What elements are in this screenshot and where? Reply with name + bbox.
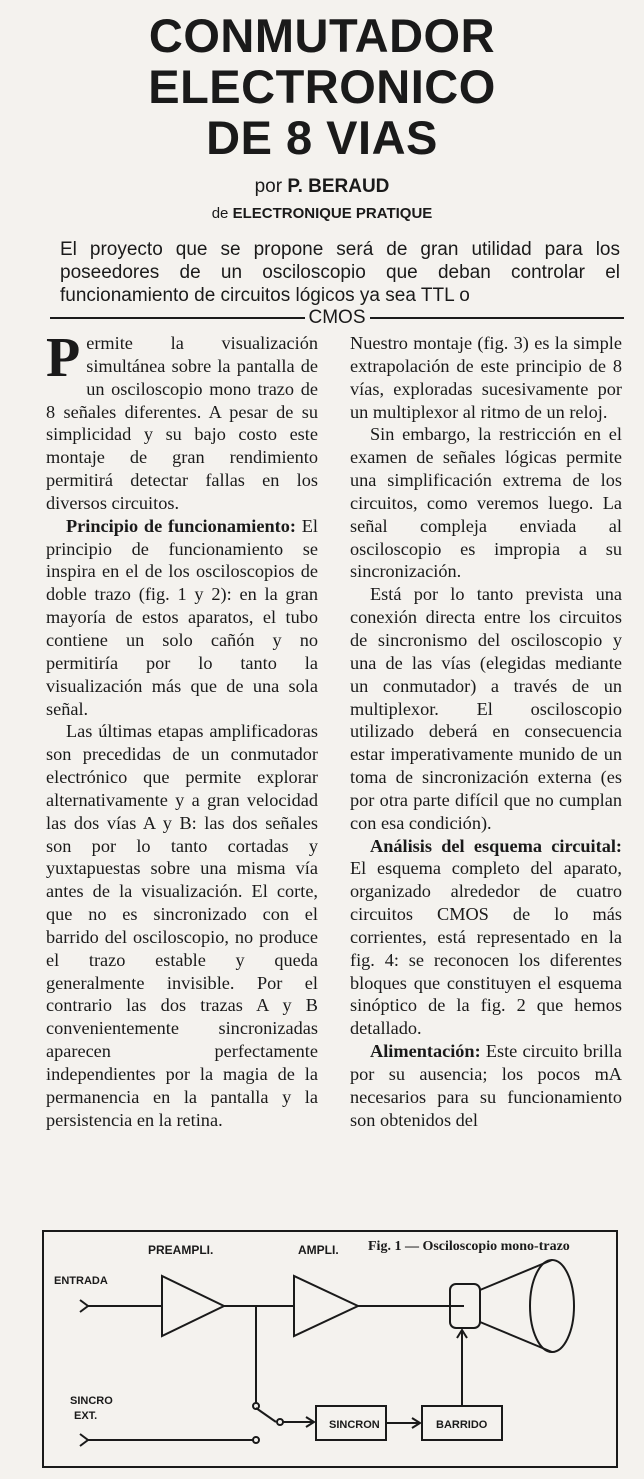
label-ext: EXT. xyxy=(74,1410,98,1422)
left-paragraph-1 xyxy=(46,327,318,515)
source-line xyxy=(0,205,644,222)
section-heading-analisis: Análisis del esquema circuital: xyxy=(370,835,622,856)
left-p1-text: ermite la visualización simultánea sobre la pantalla de un osciloscopio mono trazo de 8 señales diferentes. A pesar de su simplicidad y su bajo costo este montaje de gran rendimiento permitirá detectar fallas en los diversos circuitos. xyxy=(46,333,318,513)
label-sincro: SINCRO xyxy=(70,1395,113,1407)
source-publication: ELECTRONIQUE PRATIQUE xyxy=(232,205,433,222)
label-barrido: BARRIDO xyxy=(436,1419,488,1431)
label-ampli: AMPLI. xyxy=(298,1243,339,1257)
title-line-3: DE 8 VIAS xyxy=(206,111,438,164)
sincron-to-barrido-arrow xyxy=(386,1418,420,1428)
right-p5-text: Este circuito brilla por su ausencia; los pocos mA necesarios para su funcionamiento son obtenidos del xyxy=(350,1041,622,1130)
barrido-to-tube-arrow xyxy=(457,1330,467,1406)
right-paragraph-1: Nuestro montaje (fig. 3) es la simple extrapolación de este principio de 8 vías, exploradas sucesivamente por un multiplexor al ritmo de un reloj. xyxy=(350,333,622,422)
section-heading-alimentacion: Alimentación: xyxy=(370,1041,481,1062)
sync-path xyxy=(80,1306,314,1446)
dropcap: P xyxy=(46,327,81,389)
author-name: P. BERAUD xyxy=(287,176,390,197)
right-paragraph-5 xyxy=(350,1040,622,1131)
right-paragraph-3: Está por lo tanto prevista una conexión directa entre los circuitos de sincronismo del osciloscopio y una de las vías (elegidas mediante un conmutador) a través de un multiplexor. El osciloscopio utilizado deberá en consecuencia estar imperativamente munido de un toma de sincronización externa (es por otra parte difícil que no cumplan con esa condición). xyxy=(350,584,622,833)
intro-last-word: CMOS xyxy=(308,307,366,328)
left-paragraph-2 xyxy=(46,515,318,721)
right-paragraph-4 xyxy=(350,835,622,1041)
preamp-triangle xyxy=(162,1276,224,1336)
right-p4-text: El esquema completo del aparato, organizado alrededor de cuatro circuitos CMOS de lo más corrientes, está representado en la fig. 4: se reconocen los diferentes bloques que constituyen el esquema sinóptico de la fig. 2 que hemos detallado. xyxy=(350,858,622,1039)
intro-paragraph: El proyecto que se propone será de gran utilidad para los poseedores de un osciloscopio que deban controlar el funcionamiento de circuitos lógicos ya sea TTL o xyxy=(60,239,620,306)
divider-right xyxy=(370,317,625,319)
label-preampli: PREAMPLI. xyxy=(148,1243,214,1257)
divider-left xyxy=(50,317,305,319)
label-sincron: SINCRON xyxy=(329,1419,380,1431)
label-entrada: ENTRADA xyxy=(54,1275,108,1287)
block-diagram xyxy=(44,1232,620,1470)
source-prefix: de xyxy=(211,205,229,222)
crt-tube xyxy=(450,1260,574,1352)
figure-caption: Fig. 1 — Osciloscopio mono-trazo xyxy=(368,1239,570,1254)
title-line-2: ELECTRONICO xyxy=(148,60,496,113)
section-heading-principio: Principio de funcionamiento: xyxy=(66,515,296,536)
intro-end xyxy=(46,306,628,330)
title-line-1: CONMUTADOR xyxy=(148,9,496,62)
left-paragraph-3: Las últimas etapas amplificadoras son precedidas de un conmutador electrónico que permite explorar alternativamente y a gran velocidad las dos vías A y B: las dos señales son por lo tanto cortadas y yuxtapuestas sobre una misma vía antes de la visualización. El corte, que no es sincronizado con el barrido del osciloscopio, no produce el trazo estable y queda generalmente invisible. Por el contrario las dos trazas A y B convenientemente sincronizadas aparecen perfectamente independientes por la magia de la permanencia en la pantalla y la persistencia en la retina. xyxy=(46,721,318,1130)
byline xyxy=(0,176,644,198)
right-paragraph-2: Sin embargo, la restricción en el examen de señales lógicas permite una simplificación extrema de los circuitos, como veremos luego. La señal compleja enviada al osciloscopio es impropia a su sincronización. xyxy=(350,424,622,582)
left-p2-text: El principio de funcionamiento se inspira en el de los osciloscopios de doble trazo (fig. 1 y 2): en la gran mayoría de estos aparatos, el tubo contiene un solo cañón y no permitiría por lo tanto la visualización más que de una sola señal. xyxy=(46,515,318,719)
byline-prefix: por xyxy=(254,176,283,197)
article-title xyxy=(0,10,644,163)
amp-triangle xyxy=(294,1276,358,1336)
figure-1-diagram xyxy=(42,1230,618,1468)
input-line xyxy=(80,1300,162,1312)
right-column xyxy=(350,332,622,1132)
left-column xyxy=(46,327,318,1132)
